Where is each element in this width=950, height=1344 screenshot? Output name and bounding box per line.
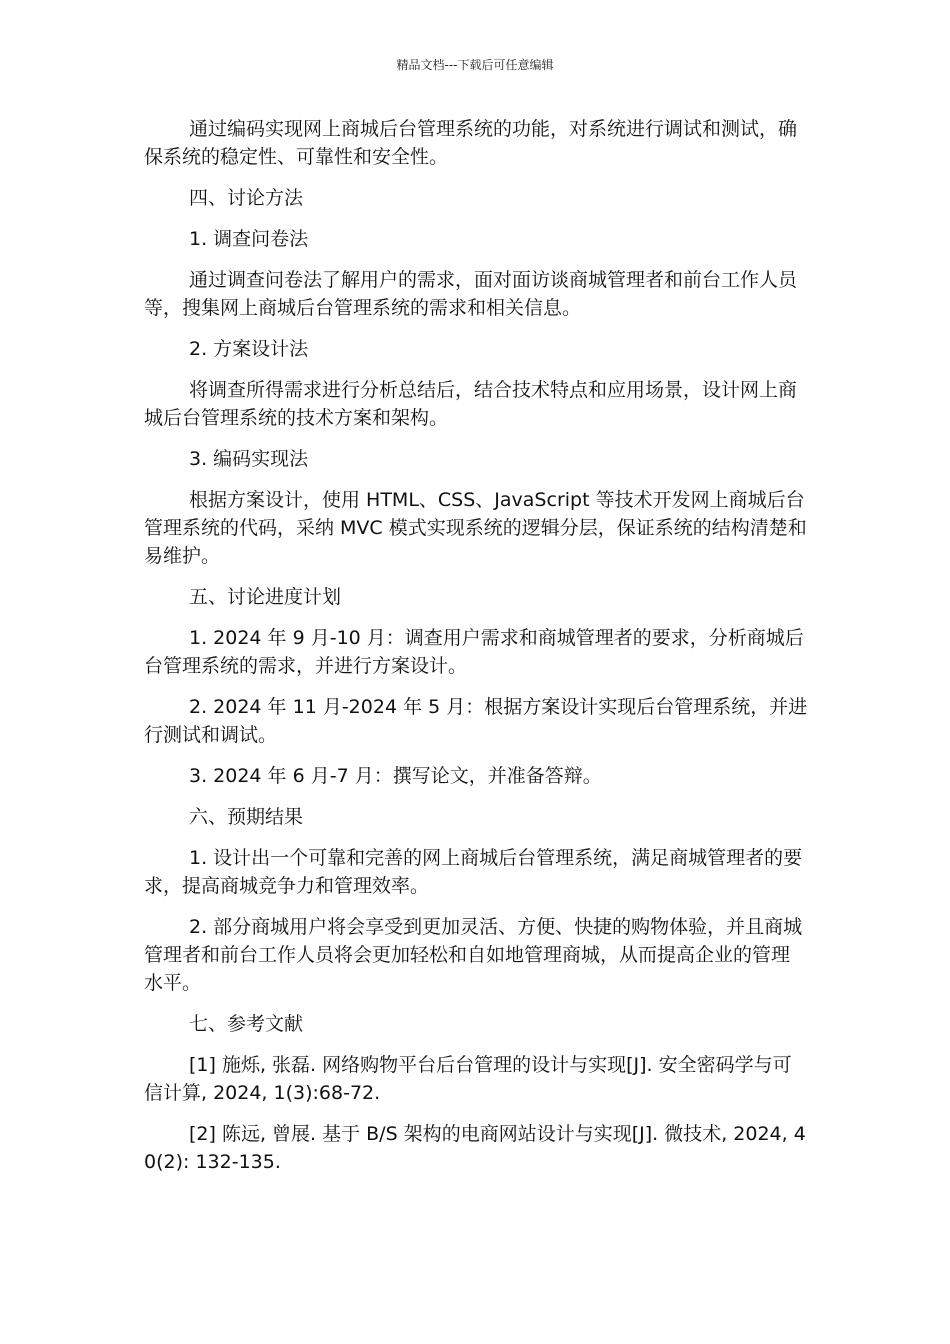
document-body (144, 115, 808, 1189)
intro-paragraph: 通过编码实现网上商城后台管理系统的功能，对系统进行调试和测试，确保系统的稳定性、可靠性和安全性。 (144, 118, 798, 168)
section-heading-references: 七、参考文献 (189, 1013, 304, 1035)
section-heading-results: 六、预期结果 (189, 806, 304, 828)
reference-item-2: [2] 陈远, 曾展. 基于 B/S 架构的电商网站设计与实现[J]. 微技术, 2024, 40(2): 132-135. (144, 1123, 806, 1173)
paragraph-design: 将调查所得需求进行分析总结后，结合技术特点和应用场景，设计网上商城后台管理系统的技术方案和架构。 (144, 379, 798, 429)
reference-item-1: [1] 施烁, 张磊. 网络购物平台后台管理的设计与实现[J]. 安全密码学与可信计算, 2024, 1(3):68-72. (144, 1054, 792, 1104)
subheading-coding: 3. 编码实现法 (189, 448, 309, 470)
result-item-2: 2. 部分商城用户将会享受到更加灵活、方便、快捷的购物体验，并且商城管理者和前台工作人员将会更加轻松和自如地管理商城，从而提高企业的管理水平。 (144, 916, 803, 994)
schedule-item-3: 3. 2024 年 6 月-7 月：撰写论文，并准备答辩。 (189, 765, 602, 787)
result-item-1: 1. 设计出一个可靠和完善的网上商城后台管理系统，满足商城管理者的要求，提高商城竞争力和管理效率。 (144, 847, 803, 897)
paragraph-coding: 根据方案设计，使用 HTML、CSS、JavaScript 等技术开发网上商城后台管理系统的代码，采纳 MVC 模式实现系统的逻辑分层，保证系统的结构清楚和易维护。 (144, 489, 807, 567)
paragraph-questionnaire: 通过调查问卷法了解用户的需求，面对面访谈商城管理者和前台工作人员等，搜集网上商城后台管理系统的需求和相关信息。 (144, 269, 798, 319)
schedule-item-1: 1. 2024 年 9 月-10 月：调查用户需求和商城管理者的要求，分析商城后台管理系统的需求，并进行方案设计。 (144, 627, 804, 677)
section-heading-methods: 四、讨论方法 (189, 187, 304, 209)
subheading-design: 2. 方案设计法 (189, 338, 309, 360)
page-header: 精品文档---下载后可任意编辑 (396, 58, 554, 72)
schedule-item-2: 2. 2024 年 11 月-2024 年 5 月：根据方案设计实现后台管理系统，并进行测试和调试。 (144, 696, 808, 746)
subheading-questionnaire: 1. 调查问卷法 (189, 228, 309, 250)
section-heading-schedule: 五、讨论进度计划 (189, 586, 342, 608)
